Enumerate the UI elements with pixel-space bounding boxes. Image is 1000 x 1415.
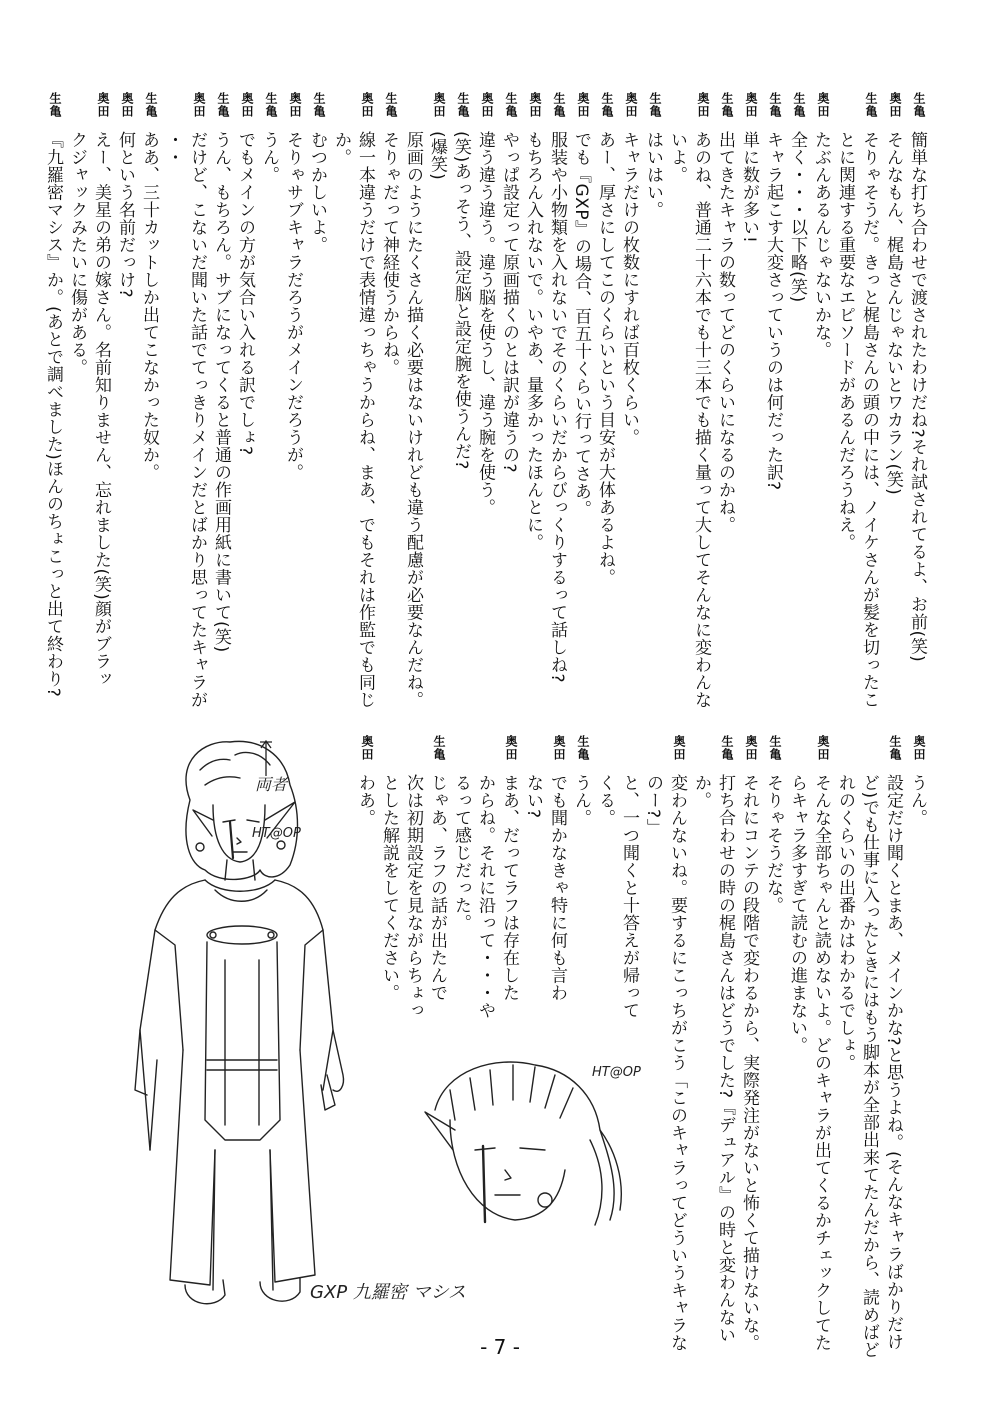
speaker-label: 奥田 (504, 735, 518, 761)
dialogue-text: あー、厚さにしてこのくらいという目安が大体あるよね。 (595, 131, 615, 586)
dialogue-text: それにコンテの段階で変わるから、実際発注がないと怖くて描けないな。 (739, 774, 759, 1352)
dialogue-text: うん、もちろん。サブになってくると普通の作画用紙に書いて(笑) (211, 131, 231, 653)
dialogue-line (428, 92, 445, 692)
speaker-label: 奥田 (912, 735, 926, 761)
dialogue-line (811, 735, 831, 1352)
dialogue-line (140, 92, 157, 692)
dialogue-line (908, 735, 925, 1055)
speaker-label: 生亀 (720, 735, 734, 761)
dialogue-text: もちろん入れないで。いやあ、量多かったほんとに。 (523, 131, 543, 551)
dialogue-line (164, 92, 181, 692)
dialogue-text: (笑)あっそう、設定脳と設定腕を使うんだ? (451, 131, 471, 470)
speaker-label (71, 92, 85, 128)
dialogue-text: わあ。 (355, 774, 375, 827)
dialogue-text: ない? (523, 774, 543, 819)
speaker-label: 奥田 (552, 735, 566, 761)
speaker-label (407, 735, 421, 771)
speaker-label (479, 735, 493, 771)
dialogue-line (884, 92, 901, 692)
speaker-label: 生亀 (48, 92, 62, 118)
dialogue-line (620, 735, 637, 1055)
dialogue-text: か。 (331, 131, 351, 166)
dialogue-line (452, 92, 469, 692)
dialogue-text: ああ、三十カットしか出てこなかった奴か。 (139, 131, 159, 481)
dialogue-line (835, 735, 855, 1072)
dialogue-line (332, 92, 349, 692)
speaker-label: 奥田 (816, 735, 830, 761)
dialogue-text: キャラ起こす大変さっていうのは何だった訳? (763, 131, 783, 491)
dialogue-text: 線一本違うだけで表情違っちゃうからね、まあ、でもそれは作監でも同じ (355, 131, 375, 709)
speaker-label: 生亀 (432, 735, 446, 761)
dialogue-line (740, 92, 757, 692)
speaker-label: 奥田 (528, 92, 542, 118)
speaker-label: 奥田 (120, 92, 134, 118)
dialogue-text: まあ、だってラフは存在した (499, 774, 519, 1002)
dialogue-line (68, 92, 85, 692)
dialogue-text: でもメインの方が気合い入れる訳でしょ? (235, 131, 255, 456)
dialogue-text: のー?」 (643, 774, 663, 837)
dialogue-text: うん。 (571, 774, 591, 827)
speaker-label: 生亀 (144, 92, 158, 118)
dialogue-line (212, 92, 229, 692)
speaker-label: 奥田 (888, 92, 902, 118)
dialogue-line (355, 92, 375, 709)
speaker-label: 生亀 (912, 92, 926, 118)
speaker-label: 奥田 (240, 92, 254, 118)
dialogue-line (764, 92, 781, 692)
dialogue-line (859, 92, 879, 709)
dialogue-line (908, 92, 925, 692)
speaker-label: 奥田 (624, 92, 638, 118)
speaker-label: 生亀 (600, 92, 614, 118)
speaker-label (623, 735, 637, 771)
speaker-label: 生亀 (792, 92, 806, 118)
dialogue-line (403, 92, 423, 709)
dialogue-line (476, 735, 493, 1055)
dialogue-text: じゃあ、ラフの話が出たんで (427, 774, 447, 1002)
speaker-label (527, 735, 541, 771)
dialogue-line (284, 92, 301, 692)
speaker-label (671, 92, 685, 128)
dialogue-line (836, 92, 853, 692)
artist-sign: HT@OP (252, 826, 301, 841)
dialogue-text: らキャラ多すぎて読むの進まない。 (787, 774, 807, 1054)
dialogue-line (500, 735, 517, 1055)
dialogue-text: (爆笑) (427, 131, 447, 181)
speaker-label: 生亀 (384, 92, 398, 118)
speaker-label: 生亀 (504, 92, 518, 118)
dialogue-line (668, 92, 685, 692)
dialogue-text: あのね、普通二十六本でも十三本でも描く量って大してそんなに変わんな (691, 131, 711, 709)
dialogue-line (476, 92, 493, 692)
dialogue-line (739, 735, 759, 1352)
speaker-label (407, 92, 421, 128)
speaker-label (791, 735, 805, 771)
dialogue-text: うん。 (259, 131, 279, 184)
dialogue-text: とした解説をしてください。 (379, 774, 399, 1002)
dialogue-text: 全く・・・以下略(笑) (787, 131, 807, 303)
dialogue-text: えー、美星の弟の嫁さん。名前知りません、忘れました(笑)顔がブラッ (91, 131, 111, 688)
illustration-caption: GXP 九羅密 マシス (310, 1282, 467, 1303)
speaker-label: 奥田 (96, 92, 110, 118)
dialogue-text: キャラだけの枚数にすれば百枚くらい。 (619, 131, 639, 446)
dialogue-line (644, 735, 661, 1055)
speaker-label: 生亀 (864, 92, 878, 118)
dialogue-text: ・・ (163, 131, 183, 166)
dialogue-text: そりゃサブキャラだろうがメインだろうが。 (283, 131, 303, 481)
dialogue-text: そんな全部ちゃんと読めないよ。どのキャラが出てくるかチェックしてた (811, 774, 831, 1352)
dialogue-line (548, 92, 565, 692)
dialogue-line (667, 735, 687, 1352)
speaker-label: 生亀 (768, 735, 782, 761)
dialogue-line (764, 735, 781, 1055)
speaker-label: 生亀 (312, 92, 326, 118)
arrow-note: 両者 (255, 775, 288, 794)
dialogue-line (572, 735, 589, 1055)
dialogue-text: 原画のようにたくさん描く必要はないけれども違う配慮が必要なんだね。 (403, 131, 423, 709)
speaker-label: 生亀 (648, 92, 662, 118)
dialogue-top-section (37, 92, 927, 709)
dialogue-text: でも聞かなきゃ特に何も言わ (547, 774, 567, 1002)
dialogue-line (500, 92, 517, 692)
speaker-label (695, 735, 709, 771)
dialogue-line (236, 92, 253, 692)
speaker-label (167, 92, 181, 128)
dialogue-text: そんなもん、梶島さんじゃないとワカラン(笑) (883, 131, 903, 496)
dialogue-text: 違う違う違う。違う脳を使うし、違う腕を使う。 (475, 131, 495, 516)
dialogue-text: れのくらいの出番かはわかるでしょ。 (835, 774, 855, 1072)
dialogue-line (692, 735, 709, 1055)
dialogue-text: からね。それに沿って・・・や (475, 774, 495, 1019)
dialogue-line (812, 92, 829, 692)
dialogue-text: と、一つ聞くと十答えが帰って (619, 774, 639, 1019)
dialogue-line (572, 92, 589, 692)
speaker-label: 奥田 (696, 92, 710, 118)
page-number: - 7 - (480, 1335, 520, 1359)
dialogue-text: 単に数が多い! (739, 131, 759, 244)
dialogue-line (116, 92, 133, 692)
speaker-label (455, 735, 469, 771)
dialogue-text: 変わんないね。要するにこっちがこう「このキャラってどういうキャラな (667, 774, 687, 1352)
speaker-label: 生亀 (720, 92, 734, 118)
speaker-label: 生亀 (552, 92, 566, 118)
dialogue-text: むつかしいよ。 (307, 131, 327, 254)
dialogue-text: ど)でも仕事に入ったときにはもう脚本が全部出来てたんだから、読めばど (859, 774, 879, 1359)
dialogue-line (380, 92, 397, 692)
speaker-label: 生亀 (888, 735, 902, 761)
dialogue-line (548, 735, 565, 1055)
dialogue-text: はいはい。 (643, 131, 663, 219)
speaker-label: 奥田 (744, 92, 758, 118)
dialogue-line (524, 735, 541, 1055)
speaker-label (335, 92, 349, 128)
speaker-label (839, 92, 853, 128)
speaker-label (599, 735, 613, 771)
dialogue-line (92, 92, 109, 692)
dialogue-line (43, 92, 63, 698)
dialogue-line (596, 92, 613, 692)
dialogue-line (644, 92, 661, 692)
dialogue-text: クジャックみたいに傷がある。 (67, 131, 87, 376)
dialogue-text: 出てきたキャラの数ってどのくらいになるのかね。 (715, 131, 735, 534)
dialogue-text: そりゃそうだな。 (763, 774, 783, 914)
dialogue-text: 何という名前だっけ? (115, 131, 135, 299)
dialogue-line (524, 92, 541, 692)
dialogue-text: 『九羅密マシス』か。(あとで調べました)ほんのちょこっと出て終わり? (43, 131, 63, 698)
dialogue-line (883, 735, 903, 1351)
dialogue-text: そりゃだって神経使うからね。 (379, 131, 399, 376)
speaker-label: 生亀 (576, 735, 590, 761)
speaker-label: 奥田 (744, 735, 758, 761)
speaker-label: 奥田 (672, 735, 686, 761)
dialogue-text: か。 (691, 774, 711, 809)
speaker-label: 奥田 (432, 92, 446, 118)
dialogue-line (691, 92, 711, 709)
dialogue-text: やっぱ設定って原画描くのとは訳が違うの? (499, 131, 519, 474)
speaker-label: 奥田 (816, 92, 830, 118)
dialogue-text: いよ。 (667, 131, 687, 184)
dialogue-text: くる。 (595, 774, 615, 827)
artist-sign: HT@OP (592, 1065, 641, 1080)
speaker-label (839, 735, 853, 771)
dialogue-text: そりゃそうだ。きっと梶島さんの頭の中には、ノイケさんが髪を切ったこ (859, 131, 879, 709)
speaker-label: 生亀 (264, 92, 278, 118)
dialogue-text: だけど、こないだ聞いた話でてっきりメインだとばかり思ってたキャラが (187, 131, 207, 709)
dialogue-line (788, 735, 805, 1055)
speaker-label (863, 735, 877, 771)
dialogue-line (596, 735, 613, 1055)
dialogue-text: 簡単な打ち合わせで渡されたわけだね?それ試されてるよ、お前(笑) (907, 131, 927, 663)
dialogue-line (715, 735, 735, 1344)
dialogue-text: とに関連する重要なエピソードがあるんだろうねえ。 (835, 131, 855, 551)
dialogue-line (788, 92, 805, 692)
dialogue-text: たぶんあるんじゃないかな。 (811, 131, 831, 359)
dialogue-text: るって感じだった。 (451, 774, 471, 932)
dialogue-line (308, 92, 325, 692)
dialogue-line (404, 735, 421, 1055)
dialogue-line (452, 735, 469, 1055)
dialogue-line (620, 92, 637, 692)
dialogue-text: 服装や小物類を入れないでそのくらいだからびっくりするって話しね? (547, 131, 567, 684)
speaker-label: 奥田 (360, 735, 374, 761)
dialogue-line (859, 735, 879, 1359)
dialogue-line (716, 92, 733, 692)
dialogue-text: 設定だけ聞くとまあ、メインかな?と思うよね。(そんなキャラばかりだけ (883, 774, 903, 1351)
dialogue-line (260, 92, 277, 692)
dialogue-text: 打ち合わせの時の梶島さんはどうでした?『デュアル』の時と変わんない (715, 774, 735, 1344)
dialogue-line (187, 92, 207, 709)
speaker-label: 生亀 (456, 92, 470, 118)
dialogue-text: 次は初期設定を見ながらちょっ (403, 774, 423, 1019)
character-head-sketch (395, 1050, 635, 1250)
character-full-body-sketch (95, 730, 399, 1320)
speaker-label: 奥田 (360, 92, 374, 118)
speaker-label: 奥田 (576, 92, 590, 118)
speaker-label: 奥田 (192, 92, 206, 118)
speaker-label (647, 735, 661, 771)
dialogue-text: うん。 (907, 774, 927, 827)
speaker-label: 生亀 (768, 92, 782, 118)
dialogue-line (428, 735, 445, 1055)
dialogue-text: でも『GXP』の場合、百五十くらい行ってさあ。 (571, 131, 591, 518)
speaker-label: 生亀 (216, 92, 230, 118)
speaker-label: 奥田 (288, 92, 302, 118)
speaker-label: 奥田 (480, 92, 494, 118)
